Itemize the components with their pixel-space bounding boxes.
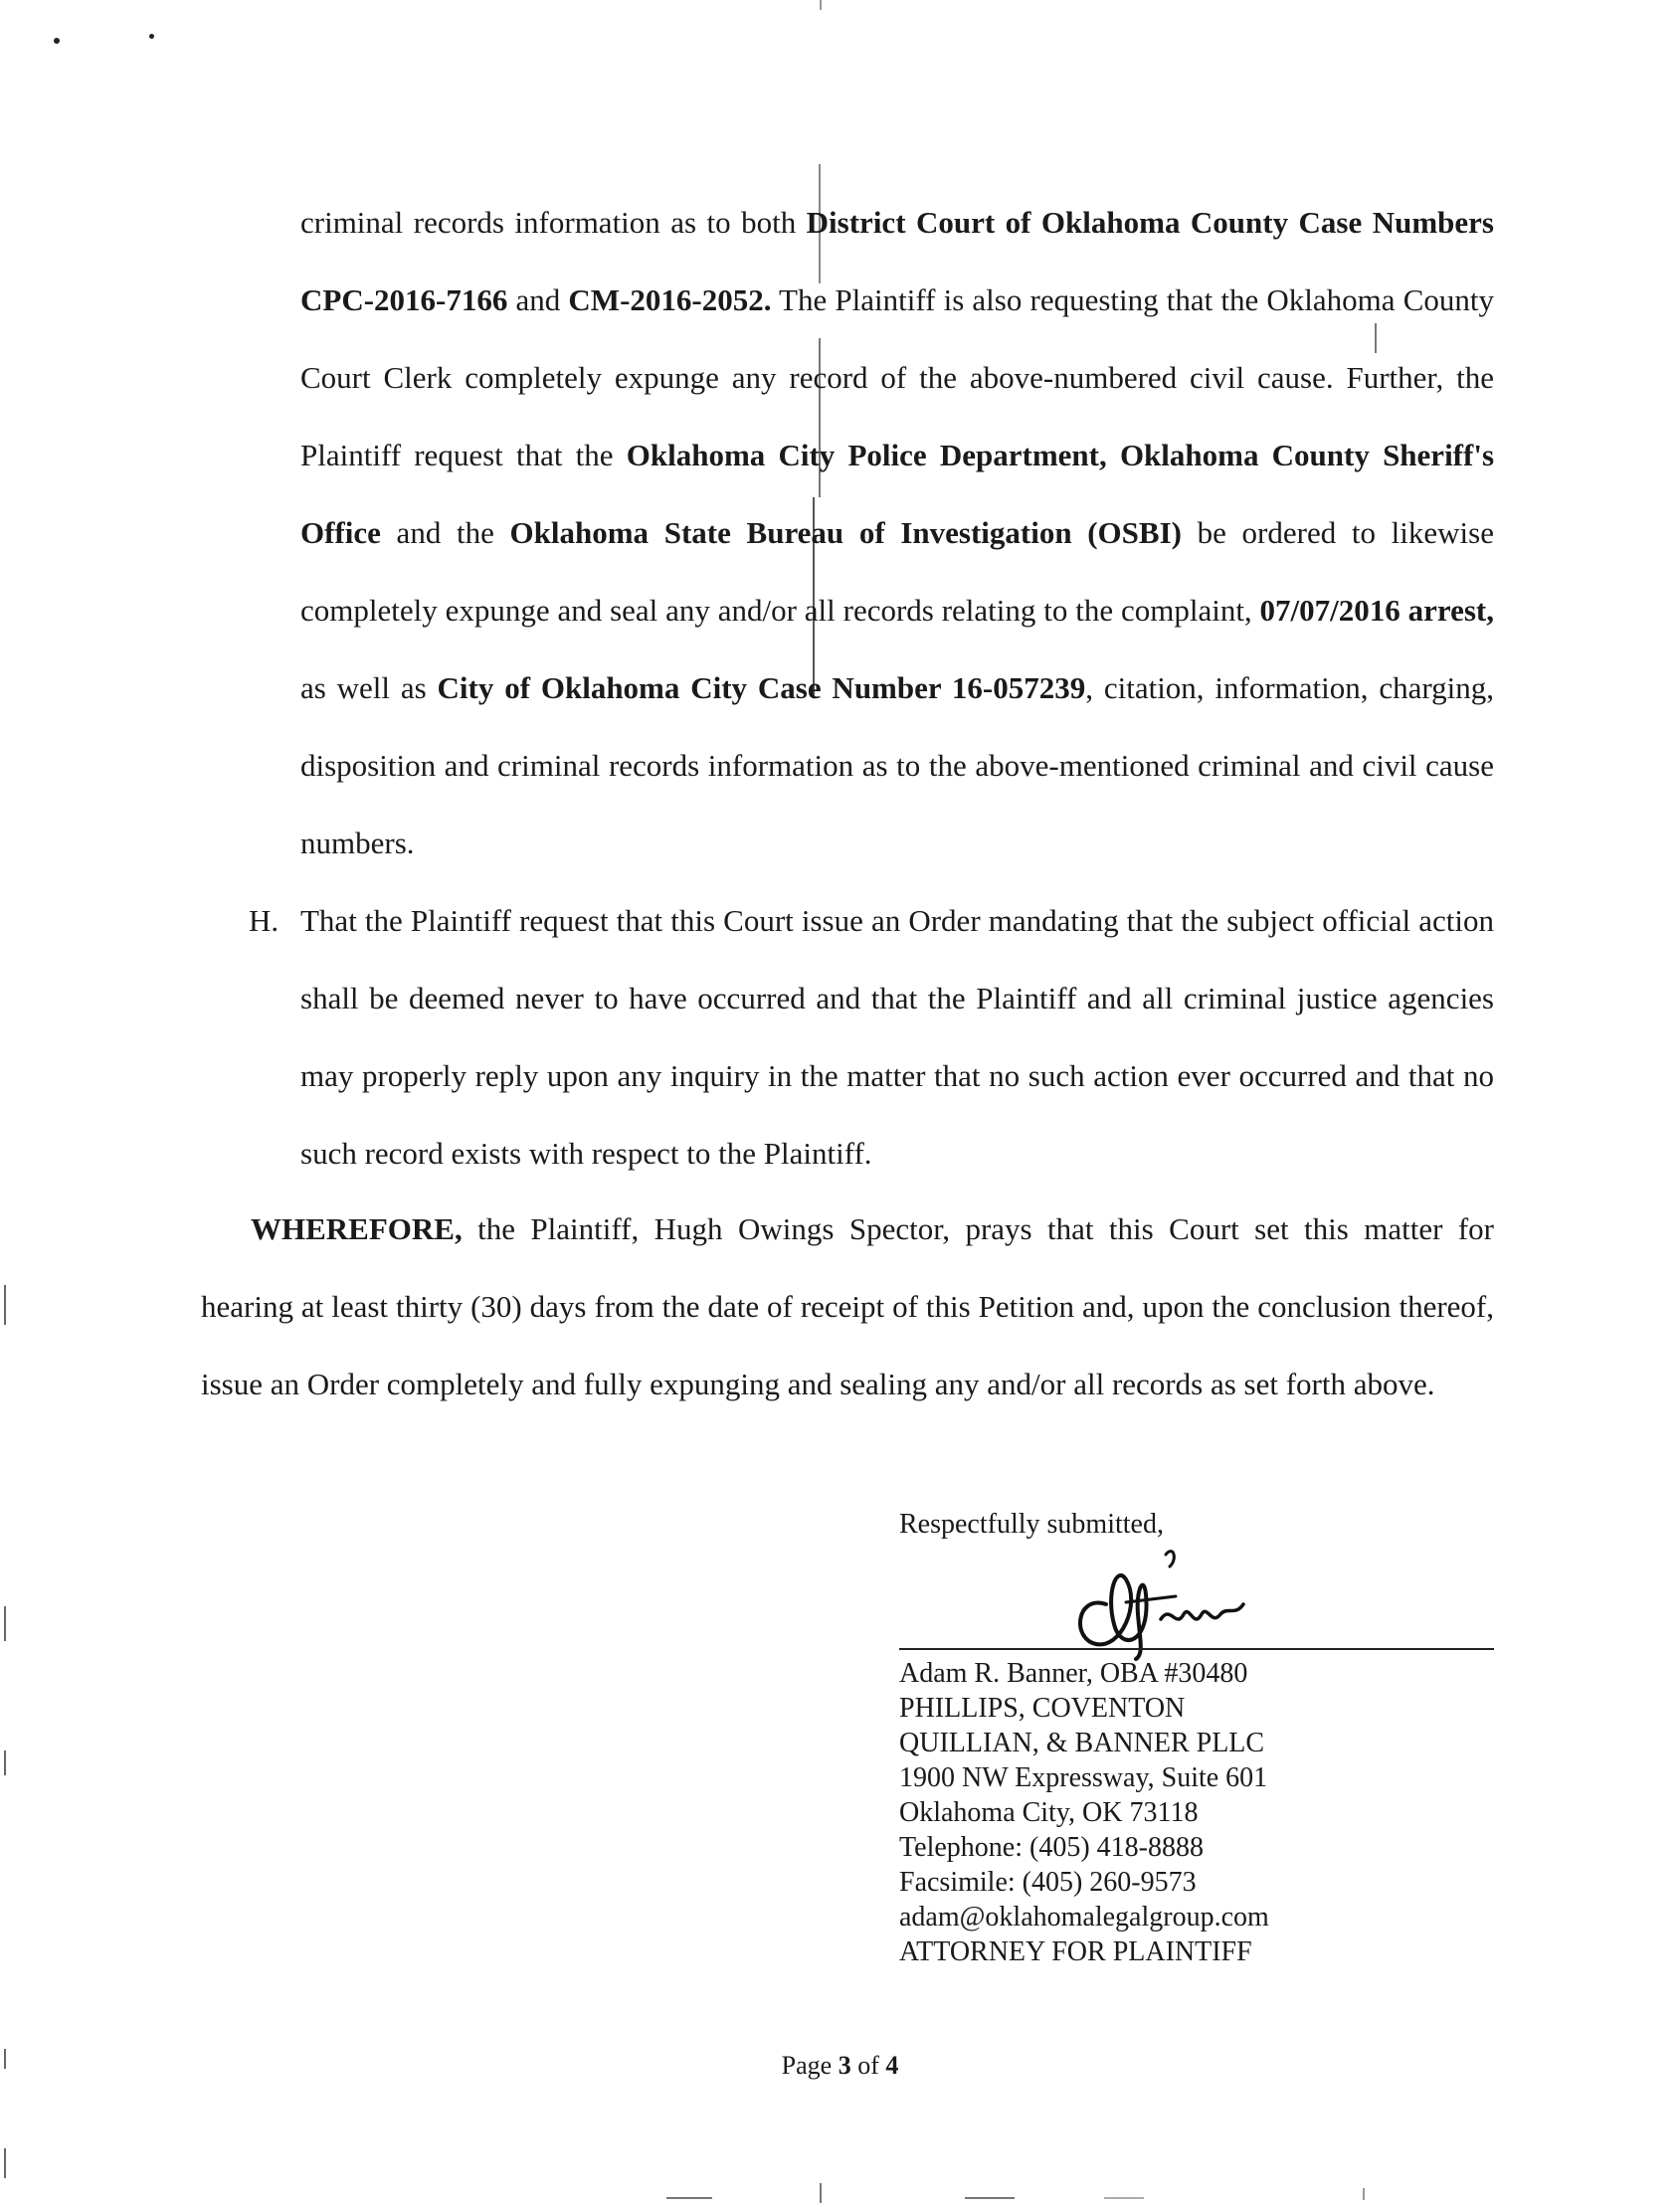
scan-fold-line [820, 0, 822, 10]
scan-edge-mark [965, 2197, 1015, 2199]
address-city: Oklahoma City, OK 73118 [899, 1797, 1199, 1828]
attorney-name: Adam R. Banner, OBA #30480 [899, 1658, 1248, 1689]
page-number [0, 2051, 1680, 2081]
signature-block [899, 1507, 1496, 1969]
firm-name-line-2: QUILLIAN, & BANNER PLLC [899, 1728, 1265, 1758]
attorney-role: ATTORNEY FOR PLAINTIFF [899, 1936, 1252, 1967]
text-segment: The Plaintiff is also requesting that the Oklahoma County Court Clerk completely expunge any record of the above-numbered civil cause. Further, the Plaintiff request that the [300, 282, 1494, 472]
text-segment: as well as [300, 670, 438, 705]
attorney-contact-lines [899, 1656, 1496, 1969]
text-segment: and the [380, 515, 510, 550]
scan-edge-mark [4, 2148, 6, 2178]
scan-edge-mark [4, 1750, 6, 1775]
signature-line [899, 1648, 1494, 1650]
scan-fold-line [1363, 2188, 1365, 2200]
scan-fold-line [820, 2183, 822, 2203]
bold-text-segment: CM-2016-2052. [568, 282, 772, 317]
bold-text-segment: 07/07/2016 arrest, [1259, 593, 1494, 628]
bold-text-segment: Oklahoma City Police Department, Oklahoma County Sheriff's Office [300, 438, 1495, 550]
paragraph-g-continuation [300, 184, 1494, 882]
handwritten-signature-icon [1066, 1535, 1245, 1664]
email: adam@oklahomalegalgroup.com [899, 1902, 1269, 1932]
scan-speck [54, 38, 60, 44]
text-segment: and [507, 282, 569, 317]
bold-text-segment: City of Oklahoma City Case Number 16-057239 [437, 670, 1086, 705]
facsimile: Facsimile: (405) 260-9573 [899, 1867, 1197, 1898]
page-current: 3 [838, 2051, 851, 2080]
wherefore-lead: WHEREFORE, [251, 1211, 463, 1246]
scan-edge-mark [666, 2197, 712, 2199]
address-street: 1900 NW Expressway, Suite 601 [899, 1762, 1268, 1793]
firm-name-line-1: PHILLIPS, COVENTON [899, 1693, 1186, 1724]
page-total: 4 [885, 2051, 899, 2080]
scan-edge-mark [1104, 2197, 1144, 2199]
respectfully-submitted: Respectfully submitted, [899, 1509, 1164, 1540]
text-segment: , citation, information, charging, disposition and criminal records information as to the above-mentioned criminal and civil cause numbers. [300, 670, 1494, 860]
wherefore-text: the Plaintiff, Hugh Owings Spector, prays that this Court set this matter for hearing at least thirty (30) days from the date of receipt of this Petition and, upon the conclusion thereof, issue an Order completely and fully expunging and sealing any and/or all records as set forth above. [201, 1211, 1494, 1401]
signature-area [899, 1566, 1496, 1656]
bold-text-segment: Oklahoma State Bureau of Investigation (OSBI) [509, 515, 1182, 550]
text-segment: criminal records information as to both [300, 205, 807, 240]
paragraph-h-text: That the Plaintiff request that this Court issue an Order mandating that the subject official action shall be deemed never to have occurred and that the Plaintiff and all criminal justice agencies may properly reply upon any inquiry in the matter that no such action ever occurred and that no such record exists with respect to the Plaintiff. [300, 903, 1494, 1171]
wherefore-clause [201, 1191, 1494, 1423]
scan-speck [149, 34, 154, 39]
scan-edge-mark [4, 1285, 6, 1325]
scan-edge-mark [4, 1606, 6, 1641]
page-of: of [850, 2051, 886, 2080]
bold-text-segment: District Court of Oklahoma County Case Numbers CPC-2016-7166 [300, 205, 1494, 317]
text-segment: be ordered to likewise completely expunge and seal any and/or all records relating to the complaint, [300, 515, 1494, 628]
telephone: Telephone: (405) 418-8888 [899, 1832, 1204, 1863]
paragraph-h-label: H. [249, 903, 280, 938]
page-prefix: Page [781, 2051, 839, 2080]
